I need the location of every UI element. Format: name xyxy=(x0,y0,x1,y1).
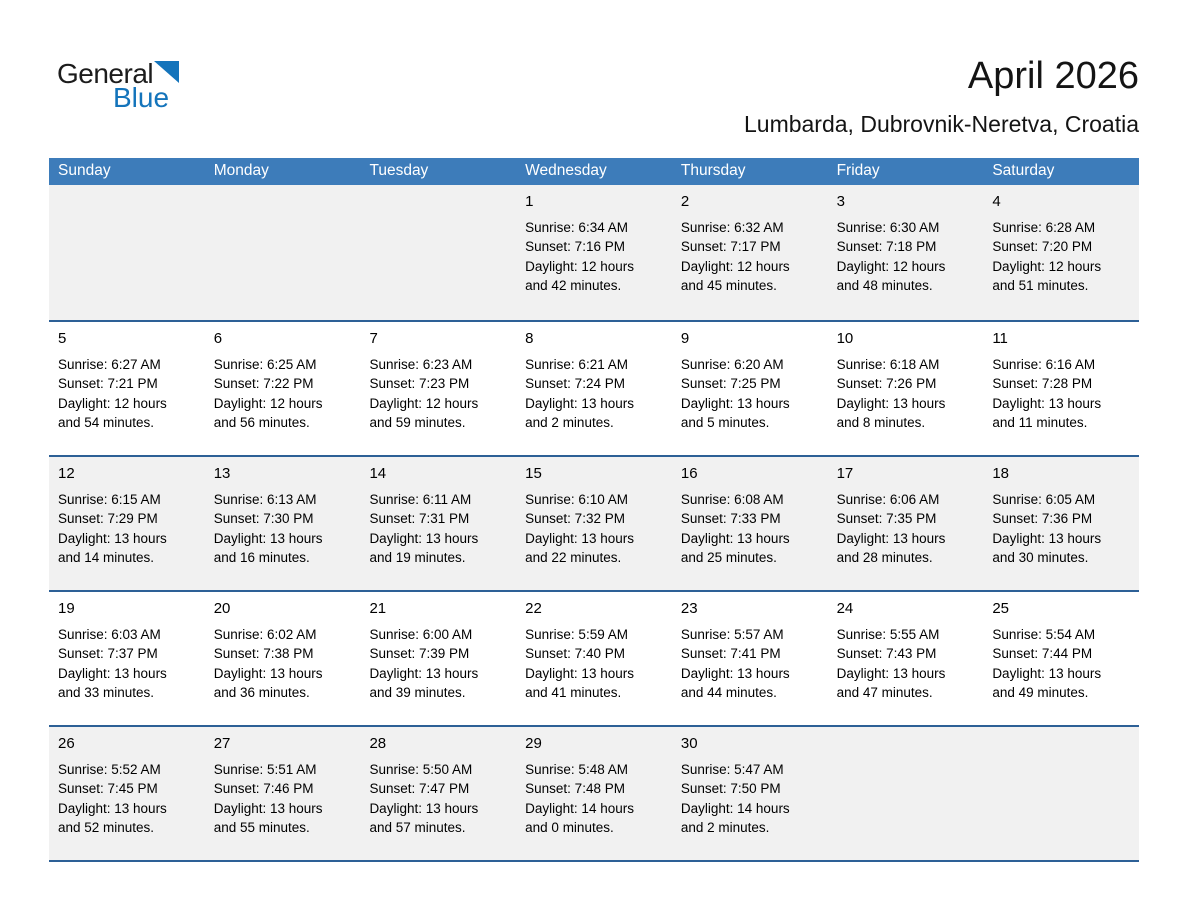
daylight-text-line2: and 2 minutes. xyxy=(525,415,614,431)
empty-day-cell xyxy=(360,185,516,320)
daylight-text-line1: Daylight: 13 hours xyxy=(525,395,634,411)
sunset-text: Sunset: 7:23 PM xyxy=(369,376,470,392)
day-cell xyxy=(360,727,516,860)
daylight-text-line2: and 52 minutes. xyxy=(58,820,155,836)
daylight-text-line2: and 2 minutes. xyxy=(680,820,770,836)
sunset-text: Sunset: 7:29 PM xyxy=(58,511,158,527)
day-number: 13 xyxy=(213,464,231,482)
logo-text-general: General xyxy=(57,58,154,89)
daylight-text-line2: and 55 minutes. xyxy=(213,820,310,836)
day-number: 9 xyxy=(680,329,690,347)
sunrise-text: Sunrise: 5:50 AM xyxy=(369,761,473,777)
daylight-text-line2: and 56 minutes. xyxy=(213,415,310,431)
sunrise-text: Sunrise: 6:34 AM xyxy=(525,219,628,235)
sunset-text: Sunset: 7:21 PM xyxy=(58,376,158,392)
week-row xyxy=(49,320,1139,455)
daylight-text-line2: and 51 minutes. xyxy=(992,278,1089,294)
day-number: 25 xyxy=(992,599,1009,617)
sunset-text: Sunset: 7:50 PM xyxy=(680,781,781,797)
day-number: 11 xyxy=(992,329,1008,347)
day-number: 3 xyxy=(836,192,845,210)
sunset-text: Sunset: 7:18 PM xyxy=(836,239,937,255)
day-number: 5 xyxy=(58,329,67,347)
day-cell xyxy=(205,727,361,860)
empty-day-cell xyxy=(983,727,1139,860)
sunrise-text: Sunrise: 6:08 AM xyxy=(680,491,784,507)
daylight-text-line1: Daylight: 14 hours xyxy=(525,800,634,816)
week-row xyxy=(49,185,1139,320)
day-cell xyxy=(516,727,672,860)
day-cell xyxy=(205,592,361,725)
day-number: 2 xyxy=(680,192,690,210)
daylight-text-line1: Daylight: 13 hours xyxy=(992,665,1102,681)
sunset-text: Sunset: 7:31 PM xyxy=(369,511,470,527)
day-cell xyxy=(672,185,828,320)
day-cell xyxy=(828,322,984,455)
daylight-text-line2: and 48 minutes. xyxy=(836,278,933,294)
day-number: 1 xyxy=(525,192,534,210)
day-cell xyxy=(983,592,1139,725)
day-cell xyxy=(360,592,516,725)
page-header xyxy=(49,0,1139,138)
daylight-text-line1: Daylight: 13 hours xyxy=(836,395,946,411)
weekday-header-cell: Sunday xyxy=(58,162,111,180)
daylight-text-line1: Daylight: 13 hours xyxy=(369,665,479,681)
day-cell xyxy=(49,592,205,725)
weekday-header-cell: Thursday xyxy=(680,162,746,180)
sunrise-text: Sunrise: 6:03 AM xyxy=(58,626,161,642)
sunset-text: Sunset: 7:39 PM xyxy=(369,646,470,662)
day-number: 17 xyxy=(836,464,854,482)
sunrise-text: Sunrise: 6:00 AM xyxy=(369,626,473,642)
daylight-text-line1: Daylight: 13 hours xyxy=(680,530,790,546)
sunset-text: Sunset: 7:35 PM xyxy=(836,511,937,527)
sunrise-text: Sunrise: 6:16 AM xyxy=(992,356,1096,372)
sunset-text: Sunset: 7:37 PM xyxy=(58,646,158,662)
daylight-text-line1: Daylight: 13 hours xyxy=(369,800,479,816)
day-number: 14 xyxy=(369,464,387,482)
sunset-text: Sunset: 7:41 PM xyxy=(680,646,781,662)
month-title: April 2026 xyxy=(967,55,1139,97)
day-cell xyxy=(672,592,828,725)
sunset-text: Sunset: 7:38 PM xyxy=(213,646,314,662)
weekday-header-cell: Saturday xyxy=(992,162,1055,180)
sunrise-text: Sunrise: 6:05 AM xyxy=(992,491,1096,507)
daylight-text-line2: and 0 minutes. xyxy=(525,820,614,836)
day-cell xyxy=(360,322,516,455)
sunset-text: Sunset: 7:43 PM xyxy=(836,646,937,662)
general-blue-logo xyxy=(49,50,179,114)
sunset-text: Sunset: 7:17 PM xyxy=(680,239,781,255)
day-cell xyxy=(672,457,828,590)
day-number: 10 xyxy=(836,329,854,347)
day-number: 12 xyxy=(58,464,75,482)
logo-text-blue: Blue xyxy=(113,82,170,113)
logo-triangle-icon xyxy=(154,61,179,83)
sunrise-text: Sunrise: 6:32 AM xyxy=(680,219,784,235)
day-cell xyxy=(49,322,205,455)
daylight-text-line2: and 39 minutes. xyxy=(369,685,466,701)
daylight-text-line1: Daylight: 13 hours xyxy=(213,665,323,681)
sunrise-text: Sunrise: 6:20 AM xyxy=(680,356,784,372)
sunrise-text: Sunrise: 6:25 AM xyxy=(213,356,317,372)
daylight-text-line1: Daylight: 12 hours xyxy=(680,258,790,274)
day-number: 29 xyxy=(525,734,542,752)
sunrise-text: Sunrise: 5:59 AM xyxy=(525,626,628,642)
sunset-text: Sunset: 7:45 PM xyxy=(58,781,158,797)
day-number: 18 xyxy=(992,464,1009,482)
sunrise-text: Sunrise: 6:11 AM xyxy=(369,491,472,507)
sunrise-text: Sunrise: 5:47 AM xyxy=(680,761,784,777)
day-cell xyxy=(49,727,205,860)
daylight-text-line1: Daylight: 13 hours xyxy=(525,530,634,546)
sunrise-text: Sunrise: 6:21 AM xyxy=(525,356,628,372)
sunrise-text: Sunrise: 6:10 AM xyxy=(525,491,628,507)
daylight-text-line1: Daylight: 13 hours xyxy=(213,530,323,546)
week-row xyxy=(49,725,1139,860)
week-row xyxy=(49,455,1139,590)
sunset-text: Sunset: 7:25 PM xyxy=(680,376,781,392)
daylight-text-line1: Daylight: 12 hours xyxy=(58,395,167,411)
day-number: 19 xyxy=(58,599,75,617)
day-number: 7 xyxy=(369,329,378,347)
day-cell xyxy=(983,457,1139,590)
daylight-text-line1: Daylight: 13 hours xyxy=(58,800,167,816)
daylight-text-line2: and 42 minutes. xyxy=(525,278,622,294)
weekday-header-row xyxy=(49,158,1139,185)
daylight-text-line2: and 44 minutes. xyxy=(680,685,777,701)
day-number: 6 xyxy=(213,329,223,347)
day-number: 20 xyxy=(213,599,231,617)
daylight-text-line2: and 25 minutes. xyxy=(680,550,777,566)
sunrise-text: Sunrise: 6:15 AM xyxy=(58,491,161,507)
sunrise-text: Sunrise: 6:18 AM xyxy=(836,356,940,372)
daylight-text-line1: Daylight: 13 hours xyxy=(525,665,634,681)
sunset-text: Sunset: 7:30 PM xyxy=(213,511,314,527)
sunset-text: Sunset: 7:16 PM xyxy=(525,239,625,255)
day-number: 22 xyxy=(525,599,542,617)
week-row xyxy=(49,590,1139,725)
day-number: 30 xyxy=(680,734,698,752)
location-subtitle: Lumbarda, Dubrovnik-Neretva, Croatia xyxy=(743,110,1139,137)
sunset-text: Sunset: 7:47 PM xyxy=(369,781,470,797)
day-cell xyxy=(983,185,1139,320)
sunrise-text: Sunrise: 5:54 AM xyxy=(992,626,1096,642)
sunset-text: Sunset: 7:24 PM xyxy=(525,376,625,392)
sunrise-text: Sunrise: 6:02 AM xyxy=(213,626,317,642)
sunset-text: Sunset: 7:48 PM xyxy=(525,781,625,797)
daylight-text-line2: and 41 minutes. xyxy=(525,685,622,701)
sunrise-text: Sunrise: 6:06 AM xyxy=(836,491,940,507)
day-cell xyxy=(516,457,672,590)
daylight-text-line2: and 49 minutes. xyxy=(992,685,1089,701)
daylight-text-line2: and 11 minutes. xyxy=(992,415,1088,431)
day-cell xyxy=(828,185,984,320)
day-cell xyxy=(672,727,828,860)
day-cell xyxy=(516,322,672,455)
sunset-text: Sunset: 7:20 PM xyxy=(992,239,1093,255)
day-cell xyxy=(828,592,984,725)
sunrise-text: Sunrise: 5:52 AM xyxy=(58,761,161,777)
sunrise-text: Sunrise: 5:57 AM xyxy=(680,626,784,642)
empty-day-cell xyxy=(205,185,361,320)
sunrise-text: Sunrise: 5:51 AM xyxy=(213,761,317,777)
sunset-text: Sunset: 7:28 PM xyxy=(992,376,1093,392)
day-number: 24 xyxy=(836,599,854,617)
daylight-text-line1: Daylight: 12 hours xyxy=(525,258,634,274)
day-cell xyxy=(983,322,1139,455)
sunrise-text: Sunrise: 6:30 AM xyxy=(836,219,940,235)
day-cell xyxy=(360,457,516,590)
daylight-text-line2: and 54 minutes. xyxy=(58,415,155,431)
day-cell xyxy=(205,322,361,455)
daylight-text-line1: Daylight: 12 hours xyxy=(213,395,323,411)
day-number: 16 xyxy=(680,464,698,482)
daylight-text-line2: and 57 minutes. xyxy=(369,820,466,836)
day-cell xyxy=(49,457,205,590)
daylight-text-line1: Daylight: 13 hours xyxy=(836,530,946,546)
daylight-text-line2: and 36 minutes. xyxy=(213,685,310,701)
daylight-text-line1: Daylight: 14 hours xyxy=(680,800,790,816)
day-cell xyxy=(828,457,984,590)
daylight-text-line1: Daylight: 13 hours xyxy=(58,665,167,681)
sunrise-text: Sunrise: 6:27 AM xyxy=(58,356,161,372)
daylight-text-line1: Daylight: 13 hours xyxy=(680,395,790,411)
daylight-text-line2: and 47 minutes. xyxy=(836,685,933,701)
daylight-text-line1: Daylight: 13 hours xyxy=(836,665,946,681)
daylight-text-line2: and 45 minutes. xyxy=(680,278,777,294)
daylight-text-line1: Daylight: 12 hours xyxy=(369,395,479,411)
day-number: 23 xyxy=(680,599,698,617)
daylight-text-line2: and 33 minutes. xyxy=(58,685,155,701)
daylight-text-line2: and 19 minutes. xyxy=(369,550,466,566)
daylight-text-line1: Daylight: 13 hours xyxy=(58,530,167,546)
sunset-text: Sunset: 7:33 PM xyxy=(680,511,781,527)
sunset-text: Sunset: 7:26 PM xyxy=(836,376,937,392)
day-number: 26 xyxy=(58,734,75,752)
sunset-text: Sunset: 7:36 PM xyxy=(992,511,1093,527)
calendar-table xyxy=(49,158,1139,862)
sunrise-text: Sunrise: 6:23 AM xyxy=(369,356,473,372)
daylight-text-line2: and 5 minutes. xyxy=(680,415,770,431)
daylight-text-line2: and 28 minutes. xyxy=(836,550,933,566)
weekday-header-cell: Tuesday xyxy=(369,162,429,180)
day-cell xyxy=(672,322,828,455)
day-number: 28 xyxy=(369,734,387,752)
weekday-header-cell: Wednesday xyxy=(525,162,607,180)
daylight-text-line1: Daylight: 13 hours xyxy=(213,800,323,816)
weekday-header-cell: Friday xyxy=(836,162,880,180)
empty-day-cell xyxy=(49,185,205,320)
calendar-grid xyxy=(49,185,1139,860)
weekday-header-cell: Monday xyxy=(213,162,269,180)
daylight-text-line2: and 59 minutes. xyxy=(369,415,466,431)
sunrise-text: Sunrise: 5:55 AM xyxy=(836,626,940,642)
day-number: 8 xyxy=(525,329,534,347)
daylight-text-line1: Daylight: 13 hours xyxy=(680,665,790,681)
daylight-text-line2: and 22 minutes. xyxy=(525,550,622,566)
daylight-text-line2: and 30 minutes. xyxy=(992,550,1089,566)
daylight-text-line2: and 16 minutes. xyxy=(213,550,310,566)
day-number: 15 xyxy=(525,464,542,482)
sunset-text: Sunset: 7:40 PM xyxy=(525,646,625,662)
daylight-text-line1: Daylight: 13 hours xyxy=(992,395,1102,411)
sunset-text: Sunset: 7:44 PM xyxy=(992,646,1093,662)
day-number: 21 xyxy=(369,599,387,617)
sunset-text: Sunset: 7:32 PM xyxy=(525,511,625,527)
title-block xyxy=(744,50,1139,138)
daylight-text-line1: Daylight: 12 hours xyxy=(836,258,946,274)
sunset-text: Sunset: 7:46 PM xyxy=(213,781,314,797)
sunset-text: Sunset: 7:22 PM xyxy=(213,376,314,392)
daylight-text-line2: and 8 minutes. xyxy=(836,415,926,431)
day-number: 27 xyxy=(213,734,231,752)
day-number: 4 xyxy=(992,192,1001,210)
sunrise-text: Sunrise: 6:28 AM xyxy=(992,219,1096,235)
sunrise-text: Sunrise: 5:48 AM xyxy=(525,761,628,777)
day-cell xyxy=(205,457,361,590)
day-cell xyxy=(516,185,672,320)
empty-day-cell xyxy=(828,727,984,860)
day-cell xyxy=(516,592,672,725)
daylight-text-line1: Daylight: 12 hours xyxy=(992,258,1102,274)
daylight-text-line1: Daylight: 13 hours xyxy=(369,530,479,546)
daylight-text-line2: and 14 minutes. xyxy=(58,550,155,566)
sunrise-text: Sunrise: 6:13 AM xyxy=(213,491,317,507)
daylight-text-line1: Daylight: 13 hours xyxy=(992,530,1102,546)
